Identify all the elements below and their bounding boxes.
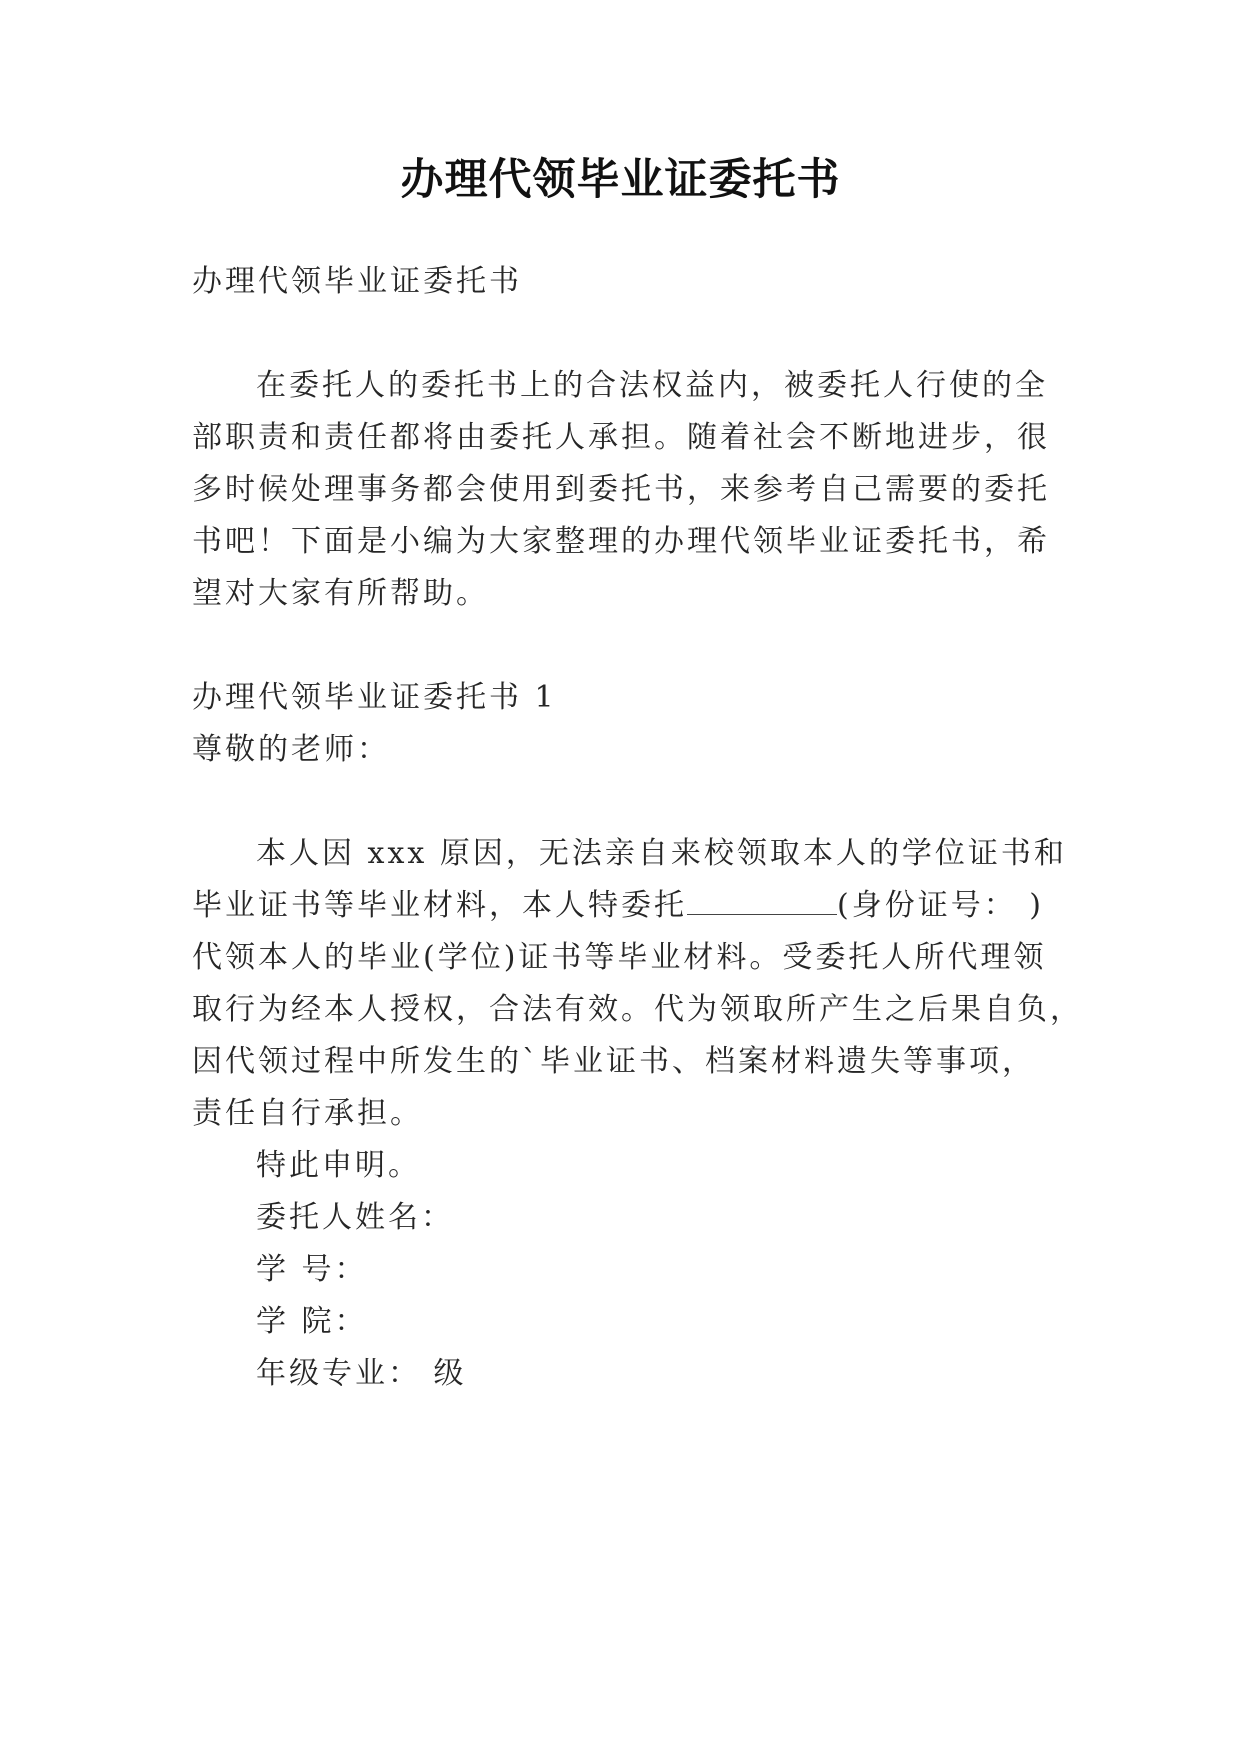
- intro-paragraph-line: 部职责和责任都将由委托人承担。随着社会不断地进步，很: [192, 420, 1050, 455]
- body-paragraph-line: 本人因 xxx 原因，无法亲自来校领取本人的学位证书和: [256, 836, 1067, 871]
- body-text-before-blank: 毕业证书等毕业材料，本人特委托: [192, 888, 687, 923]
- document-subtitle: 办理代领毕业证委托书: [192, 264, 522, 299]
- field-grade-major-label: 年级专业： 级: [256, 1356, 467, 1391]
- field-college-label: 学 院：: [256, 1304, 368, 1339]
- body-paragraph-line: 责任自行承担。: [192, 1096, 423, 1131]
- intro-paragraph-line: 望对大家有所帮助。: [192, 576, 489, 611]
- declaration: 特此申明。: [256, 1148, 421, 1183]
- intro-paragraph-line: 书吧！下面是小编为大家整理的办理代领毕业证委托书，希: [192, 524, 1050, 559]
- field-name-label: 委托人姓名：: [256, 1200, 454, 1235]
- body-paragraph-line: 取行为经本人授权，合法有效。代为领取所产生之后果自负，: [192, 992, 1083, 1027]
- salutation: 尊敬的老师：: [192, 732, 390, 767]
- body-paragraph-line: 代领本人的毕业(学位)证书等毕业材料。受委托人所代理领: [192, 940, 1047, 975]
- intro-paragraph-line: 在委托人的委托书上的合法权益内，被委托人行使的全: [256, 368, 1048, 403]
- body-paragraph-line: 因代领过程中所发生的`毕业证书、档案材料遗失等事项，: [192, 1044, 1035, 1079]
- trustee-name-blank: [687, 886, 837, 915]
- body-paragraph-line: [192, 886, 1044, 926]
- intro-paragraph-line: 多时候处理事务都会使用到委托书，来参考自己需要的委托: [192, 472, 1050, 507]
- field-student-id-label: 学 号：: [256, 1252, 368, 1287]
- section-heading: 办理代领毕业证委托书 1: [192, 680, 557, 715]
- body-text-after-blank: (身份证号： ): [837, 888, 1044, 923]
- document-title: 办理代领毕业证委托书: [400, 155, 841, 205]
